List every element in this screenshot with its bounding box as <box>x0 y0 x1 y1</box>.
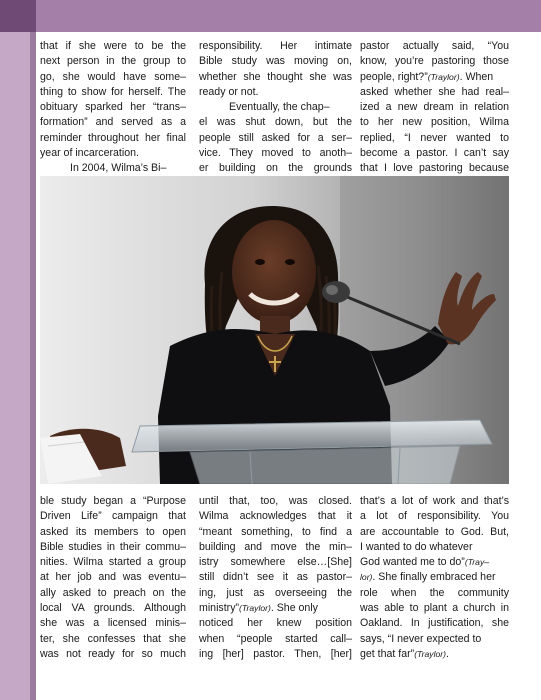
citation: (Traylor) <box>414 648 447 659</box>
text-line: go, she would have some– <box>40 70 186 83</box>
text-line: In 2004, Wilma’s Bi– <box>70 162 167 175</box>
text-line: I wanted to do whatever <box>360 540 473 553</box>
text-line: istry somewhere else…[She] <box>199 556 352 569</box>
quote-text: . When <box>459 70 494 83</box>
citation: (Traylor) <box>427 71 460 82</box>
text-line: pastor actually said, “You <box>360 40 509 52</box>
text-line: thing to show for herself. The <box>40 85 186 98</box>
citation: (Traylor) <box>239 603 271 614</box>
text-line: Bible study was moving on, <box>199 55 352 68</box>
text-line: Wilma acknowledges that it <box>199 510 352 523</box>
text-line: know, you’re pastoring those <box>360 55 509 68</box>
header-corner-block <box>0 0 36 32</box>
text-line: reminder throughout her final <box>40 131 186 144</box>
header-color-band <box>0 0 541 32</box>
text-line: next person in the group to <box>40 55 186 68</box>
text-line: when “people started call– <box>199 632 352 645</box>
text-line-with-citation <box>360 647 509 662</box>
text-line: people still asked for a ser– <box>199 131 352 144</box>
text-line: local VA grounds. Although <box>40 602 186 615</box>
text-line: asked its members to open <box>40 525 186 538</box>
text-line: Bible studies in their commu– <box>40 540 186 553</box>
text-line: ble study began a “Purpose <box>40 495 186 507</box>
text-line-with-citation <box>360 570 509 585</box>
column-1-top <box>40 39 186 177</box>
quote-text: people, right?” <box>360 70 428 83</box>
citation: lor) <box>360 572 373 583</box>
column-2-bottom <box>199 494 352 662</box>
text-line: ing, just as overseeing the <box>199 586 352 599</box>
text-line: Eventually, the chap– <box>229 101 330 114</box>
text-line: still didn’t see it as pastor– <box>199 571 352 584</box>
text-line: year of incarceration. <box>40 147 139 160</box>
text-line: ally asked to preach on the <box>40 586 186 599</box>
text-line: ing [her] pastor. Then, [her] <box>199 647 352 660</box>
text-line: obituary sparked her “trans– <box>40 101 186 114</box>
quote-text: . She only <box>270 602 318 615</box>
quote-text: get that far” <box>360 647 415 660</box>
text-line: says, “I never expected to <box>360 632 482 645</box>
text-line-with-citation <box>360 70 509 85</box>
text-line: that if she were to be the <box>40 40 186 52</box>
text-line-with-citation <box>360 555 509 570</box>
column-3-bottom <box>360 494 509 662</box>
text-line: was able to plant a church in <box>360 602 509 615</box>
text-line: that I love pastoring because <box>360 162 509 175</box>
text-line: nities. Wilma started a group <box>40 556 186 569</box>
text-line: she was a licensed minis– <box>40 617 186 630</box>
text-line: a lot of responsibility. You <box>360 510 509 523</box>
quote-text: ministry” <box>199 602 240 615</box>
text-line: that’s a lot of work and that’s <box>360 495 509 507</box>
text-line: replied, “I never wanted to <box>360 131 509 144</box>
text-line: ready or not. <box>199 85 259 98</box>
column-3-top <box>360 39 509 177</box>
text-line: formation” and served as a <box>40 116 186 129</box>
text-line: noticed her knew position <box>199 617 352 630</box>
text-line: was not ready for so much <box>40 647 186 660</box>
text-line-with-citation <box>199 601 352 616</box>
quote-text: . She finally embraced her <box>372 571 496 584</box>
column-2-top <box>199 39 352 177</box>
text-line: are accountable to God. But, <box>360 525 509 538</box>
photo-woman-preaching-at-podium <box>40 176 509 484</box>
text-line: el was shut down, but the <box>199 116 352 129</box>
text-line: er building on the grounds <box>199 162 352 175</box>
text-line: to her new position, Wilma <box>360 116 509 129</box>
text-line: at her job and was eventu– <box>40 571 186 584</box>
text-line: “meant something, to find a <box>199 525 352 538</box>
text-line: asked whether she had real– <box>360 85 509 98</box>
text-line: building and move the min– <box>199 540 352 553</box>
text-line: Oakland. In justification, she <box>360 617 509 630</box>
text-line: responsibility. Her intimate <box>199 40 352 52</box>
left-margin-stripe <box>30 32 36 700</box>
text-line: vice. They moved to anoth– <box>199 147 352 160</box>
text-line: until that, too, was closed. <box>199 495 352 507</box>
quote-text: . <box>446 647 449 660</box>
text-line: whether she thought she was <box>199 70 352 83</box>
column-1-bottom <box>40 494 186 662</box>
quote-text: God wanted me to do” <box>360 556 465 569</box>
text-line: ized a new dream in relation <box>360 101 509 114</box>
text-line: role when the community <box>360 586 509 599</box>
text-line: Driven Life” campaign that <box>40 510 186 523</box>
text-line: ter, she confesses that she <box>40 632 186 645</box>
citation: (Tray– <box>464 557 490 568</box>
text-line: become a pastor. I can’t say <box>360 147 509 160</box>
